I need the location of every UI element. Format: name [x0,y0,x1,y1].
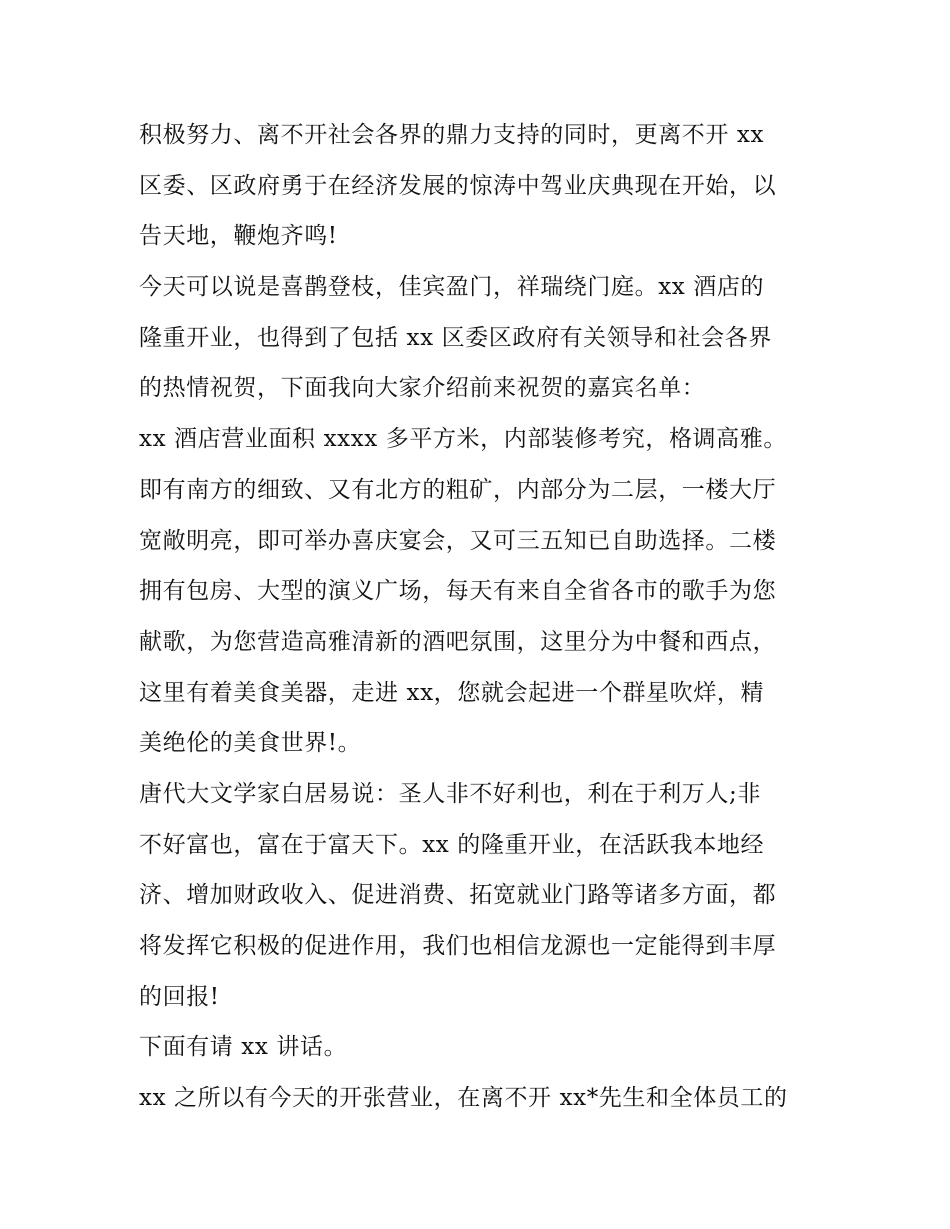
text-line: 拥有包房、大型的演义广场，每天有来自全省各市的歌手为您 [139,578,777,605]
text-line: 下面有请 xx 讲话。 [139,1034,348,1061]
text-line: 今天可以说是喜鹊登枝，佳宾盈门，祥瑞绕门庭。xx 酒店的 [139,274,765,301]
text-line: 唐代大文学家白居易说：圣人非不好利也，利在于利万人;非 [139,780,761,807]
text-line: 的回报! [139,983,220,1010]
text-line: 告天地，鞭炮齐鸣! [139,223,338,250]
text-line: 积极努力、离不开社会各界的鼎力支持的同时，更离不开 xx [139,122,765,148]
text-line: 美绝伦的美食世界!。 [139,730,362,757]
text-line: 隆重开业，也得到了包括 xx 区委区政府有关领导和社会各界 [139,324,772,351]
text-line: xx 酒店营业面积 xxxx 多平方米，内部装修考究，格调高雅。 [139,426,787,453]
text-line: 不好富也，富在于富天下。xx 的隆重开业，在活跃我本地经 [139,831,765,858]
text-line: 济、增加财政收入、促进消费、拓宽就业门路等诸多方面，都 [139,882,777,909]
text-line: 区委、区政府勇于在经济发展的惊涛中驾业庆典现在开始，以 [139,172,777,199]
text-line: 将发挥它积极的促进作用，我们也相信龙源也一定能得到丰厚 [139,933,777,959]
text-line: 的热情祝贺，下面我向大家介绍前来祝贺的嘉宾名单： [139,375,706,402]
text-line: xx 之所以有今天的开张营业，在离不开 xx*先生和全体员工的 [139,1085,788,1112]
text-line: 即有南方的细致、又有北方的粗矿，内部分为二层，一楼大厅 [139,476,777,503]
text-line: 这里有着美食美器，走进 xx，您就会起进一个群星吹烊，精 [139,679,765,706]
text-line: 献歌，为您营造高雅清新的酒吧氛围，这里分为中餐和西点， [139,628,777,655]
text-line: 宽敞明亮，即可举办喜庆宴会，又可三五知已自助选择。二楼 [139,527,777,554]
document-body [139,110,819,1124]
